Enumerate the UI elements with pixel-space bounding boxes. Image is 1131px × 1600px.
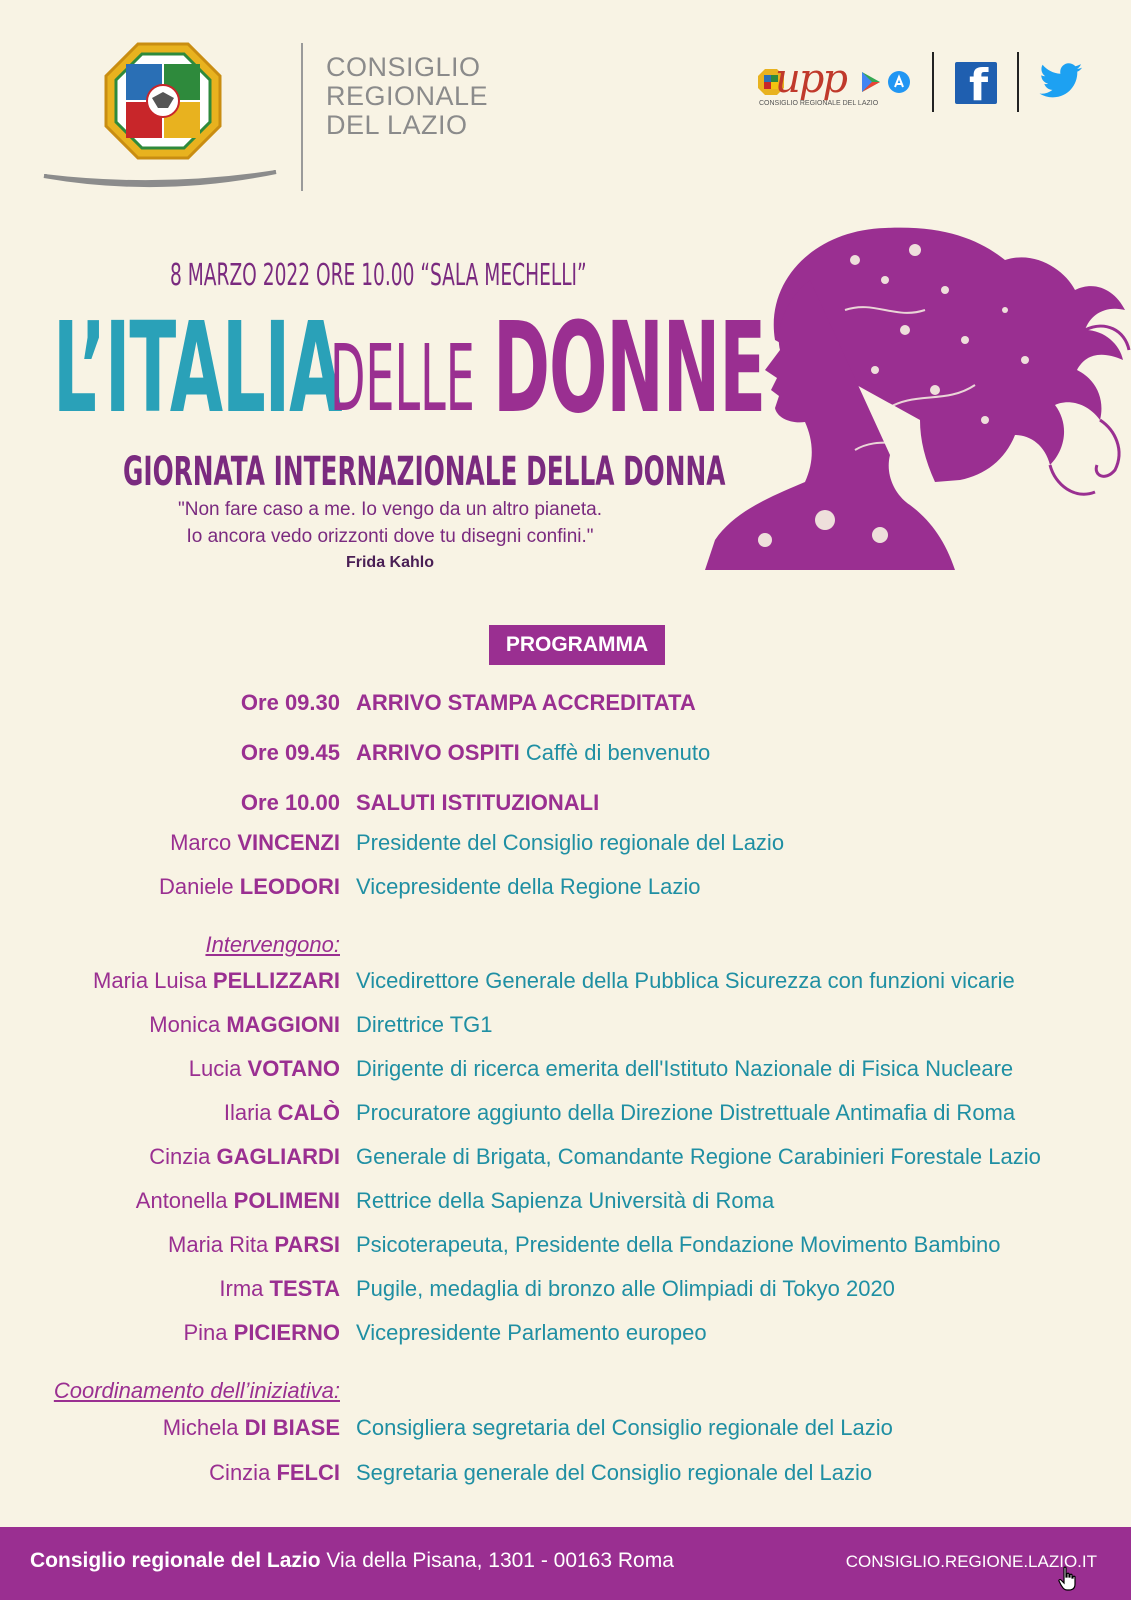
quote-line-1: "Non fare caso a me. Io vengo da un altro pianeta.: [178, 499, 602, 520]
speaker-first-4: Ilaria: [223, 1100, 272, 1125]
title-delle: DELLE: [330, 325, 475, 432]
speaker-name-8: [219, 1276, 340, 1302]
footer-street: Via della Pisana, 1301 - 00163 Roma: [320, 1549, 674, 1572]
speaker-name-9: [183, 1320, 340, 1346]
speakers-label: Intervengono:: [205, 932, 340, 957]
crest-icon: [104, 42, 222, 160]
quote: [170, 496, 610, 550]
greeting-role-1: Presidente del Consiglio regionale del Lazio: [356, 830, 785, 855]
speaker-role-1: Vicedirettore Generale della Pubblica Sicurezza con funzioni vicarie: [356, 968, 1015, 993]
hand-cursor-icon: [1058, 1566, 1078, 1592]
coordinator-last-2: FELCI: [276, 1460, 340, 1485]
coordination-label: Coordinamento dell’iniziativa:: [53, 1378, 340, 1403]
greeting-first-1: Marco: [170, 830, 232, 855]
event-subtitle: GIORNATA INTERNAZIONALE DELLA DONNA: [123, 449, 726, 495]
speaker-role-9: Vicepresidente Parlamento europeo: [356, 1320, 707, 1345]
footer-org: Consiglio regionale del Lazio: [30, 1549, 321, 1572]
greeting-last-1: VINCENZI: [237, 830, 340, 855]
social-divider-2: [1017, 52, 1019, 112]
greeting-last-2: LEODORI: [239, 874, 340, 899]
footer-website-link[interactable]: CONSIGLIO.REGIONE.LAZIO.IT: [845, 1552, 1097, 1571]
org-name-line-2: REGIONALE: [326, 81, 489, 111]
speaker-name-4: [224, 1100, 340, 1126]
greeting-name-2: [159, 874, 340, 900]
speaker-role-7: Psicoterapeuta, Presidente della Fondazione Movimento Bambino: [356, 1232, 1001, 1257]
woman-silhouette-illustration: [705, 220, 1131, 570]
speaker-last-3: VOTANO: [247, 1056, 340, 1081]
schedule-row-2: [356, 740, 710, 766]
schedule-detail-2: Caffè di benvenuto: [525, 740, 711, 765]
org-name: [326, 53, 488, 140]
speaker-first-8: Irma: [219, 1276, 264, 1301]
speaker-name-1: [93, 968, 340, 994]
title-italia: L’ITALIA: [53, 296, 342, 441]
coordinator-first-1: Michela: [162, 1415, 239, 1440]
twitter-icon[interactable]: [1038, 62, 1084, 102]
speaker-last-6: POLIMENI: [233, 1188, 340, 1213]
header-divider: [301, 43, 303, 191]
quote-author: Frida Kahlo: [345, 554, 434, 571]
speaker-role-3: Dirigente di ricerca emerita dell'Istituto Nazionale di Fisica Nucleare: [356, 1056, 1014, 1081]
speaker-last-7: PARSI: [274, 1232, 340, 1257]
speaker-last-2: MAGGIONI: [226, 1012, 340, 1037]
speaker-first-5: Cinzia: [149, 1144, 211, 1169]
speaker-role-6: Rettrice della Sapienza Università di Roma: [356, 1188, 775, 1213]
speaker-role-5: Generale di Brigata, Comandante Regione Carabinieri Forestale Lazio: [356, 1144, 1041, 1169]
play-store-icon[interactable]: [860, 70, 882, 94]
schedule-time-2: Ore 09.45: [240, 740, 340, 765]
speaker-first-1: Maria Luisa: [93, 968, 207, 993]
quote-line-2: Io ancora vedo orizzonti dove tu disegni confini.": [186, 526, 594, 547]
schedule-title-2: ARRIVO OSPITI: [356, 740, 520, 765]
speaker-last-5: GAGLIARDI: [216, 1144, 340, 1169]
app-logo[interactable]: [757, 56, 879, 112]
speaker-last-4: CALÒ: [277, 1100, 340, 1125]
speaker-last-9: PICIERNO: [233, 1320, 340, 1345]
speaker-name-7: [168, 1232, 340, 1258]
facebook-icon[interactable]: f: [955, 62, 997, 104]
speaker-role-4: Procuratore aggiunto della Direzione Distrettuale Antimafia di Roma: [356, 1100, 1016, 1125]
coordinator-last-1: DI BIASE: [244, 1415, 340, 1440]
speaker-name-2: [149, 1012, 340, 1038]
coordinator-name-2: [209, 1460, 340, 1486]
speaker-role-2: Direttrice TG1: [356, 1012, 493, 1037]
coordinator-first-2: Cinzia: [209, 1460, 271, 1485]
speaker-first-9: Pina: [183, 1320, 228, 1345]
coordinator-role-2: Segretaria generale del Consiglio regionale del Lazio: [356, 1460, 873, 1485]
app-logo-text: upp: [775, 56, 846, 102]
speaker-role-8: Pugile, medaglia di bronzo alle Olimpiadi di Tokyo 2020: [356, 1276, 895, 1301]
speaker-name-3: [189, 1056, 340, 1082]
speaker-last-8: TESTA: [269, 1276, 340, 1301]
greeting-role-2: Vicepresidente della Regione Lazio: [356, 874, 701, 899]
coordinator-name-1: [163, 1415, 340, 1441]
coordinator-role-1: Consigliera segretaria del Consiglio regionale del Lazio: [356, 1415, 893, 1440]
event-date: 8 MARZO 2022 ORE 10.00 “SALA MECHELLI”: [170, 258, 587, 293]
speaker-first-7: Maria Rita: [168, 1232, 269, 1257]
org-name-line-3: DEL LAZIO: [326, 110, 468, 140]
org-name-line-1: CONSIGLIO: [326, 52, 481, 82]
footer-address: [30, 1549, 674, 1573]
schedule-title-3: SALUTI ISTITUZIONALI: [356, 790, 600, 815]
social-divider-1: [932, 52, 934, 112]
greeting-first-2: Daniele: [159, 874, 234, 899]
schedule-title-1: ARRIVO STAMPA ACCREDITATA: [356, 690, 696, 715]
speaker-first-3: Lucia: [188, 1056, 242, 1081]
title-donne: DONNE: [493, 296, 766, 441]
app-store-icon[interactable]: [887, 70, 911, 94]
speaker-name-5: [149, 1144, 340, 1170]
schedule-time-1: Ore 09.30: [240, 690, 340, 715]
crest-swoosh: [40, 166, 280, 194]
schedule-time-3: Ore 10.00: [240, 790, 340, 815]
program-badge: PROGRAMMA: [489, 625, 665, 665]
speaker-first-6: Antonella: [135, 1188, 228, 1213]
speaker-first-2: Monica: [149, 1012, 221, 1037]
speaker-last-1: PELLIZZARI: [212, 968, 340, 993]
speaker-name-6: [136, 1188, 340, 1214]
greeting-name-1: [170, 830, 340, 856]
app-caption: CONSIGLIO REGIONALE DEL LAZIO: [759, 100, 879, 107]
